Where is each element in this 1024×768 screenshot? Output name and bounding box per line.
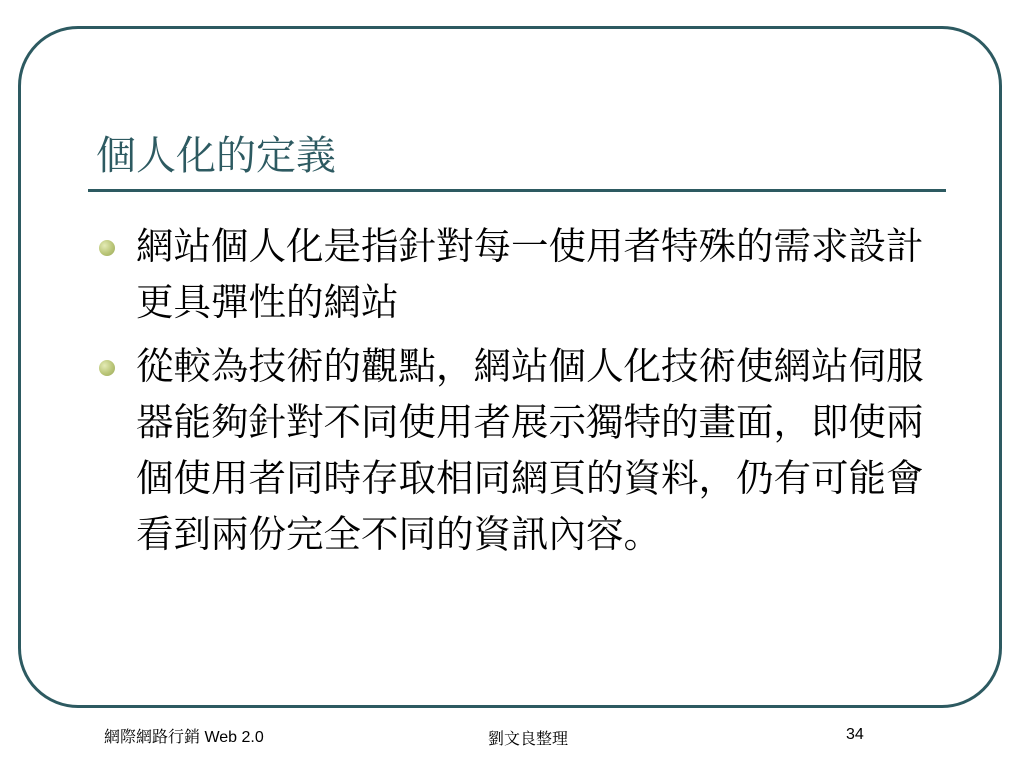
bullet-dot-icon	[99, 240, 115, 256]
slide-title: 個人化的定義	[96, 133, 336, 179]
title-divider	[88, 189, 946, 192]
bullet-dot-icon	[99, 360, 115, 376]
footer-page-number: 34	[846, 726, 864, 743]
footer-author: 劉文良整理	[488, 729, 569, 748]
bullet-text: 從較為技術的觀點，網站個人化技術使網站伺服器能夠針對不同使用者展示獨特的畫面，即使兩個使用者同時存取相同網頁的資料，仍有可能會看到兩份完全不同的資訊內容。	[136, 344, 924, 556]
footer-course-title: 網際網路行銷 Web 2.0	[104, 729, 264, 746]
bullet-item	[96, 338, 936, 562]
bullet-text: 網站個人化是指針對每一使用者特殊的需求設計更具彈性的網站	[136, 224, 924, 324]
bullet-item	[96, 218, 936, 330]
bullet-list	[96, 218, 936, 570]
